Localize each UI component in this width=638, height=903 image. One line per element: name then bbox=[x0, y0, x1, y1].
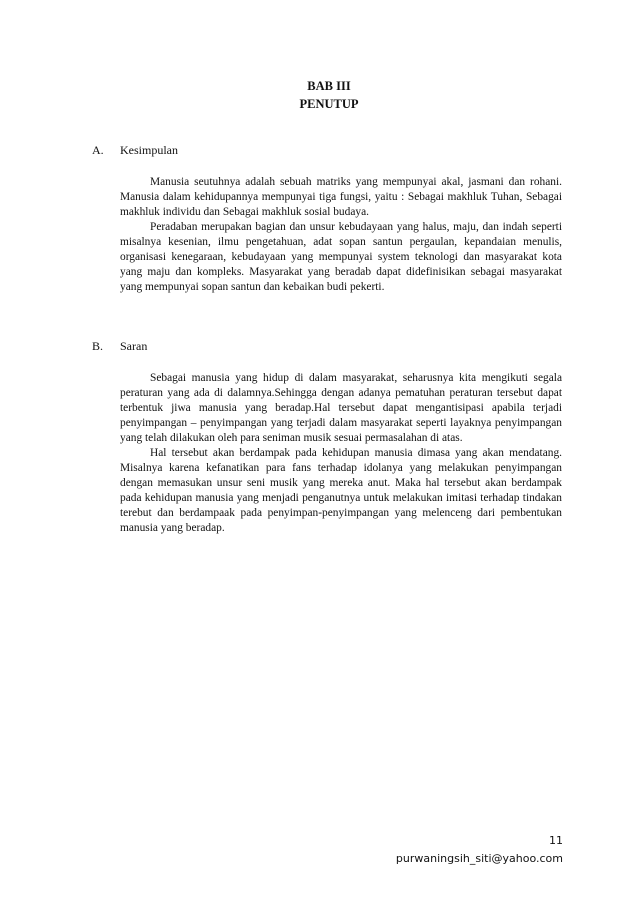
section-kesimpulan bbox=[92, 143, 562, 295]
section-body bbox=[120, 371, 562, 536]
section-letter: A. bbox=[92, 143, 104, 157]
paragraph: Sebagai manusia yang hidup di dalam masyarakat, seharusnya kita mengikuti segala peraturan yang ada di dalamnya.Sehingga dengan adanya pematuhan peraturan tersebut dapat terbentuk jiwa manusia yang beradap.Hal tersebut dapat mengantisipasi apabila terjadi penyimpangan – penyimpangan yang terjadi dalam masyarakat seperti layaknya penyimpangan yang telah dilakukan oleh para seniman musik sesuai permasalahan di atas. bbox=[120, 372, 562, 444]
section-letter: B. bbox=[92, 339, 104, 353]
footer-email: purwaningsih_siti@yahoo.com bbox=[395, 852, 563, 865]
paragraph: Peradaban merupakan bagian dan unsur kebudayaan yang halus, maju, dan indah seperti misalnya kesenian, ilmu pengetahuan, adat sopan santun pergaulan, kepandaian menulis, organisasi kenegaraan, kebudayaan yang mempunyai system teknologi dan masyarakat kota yang maju dan kompleks. Masyarakat yang beradab dapat didefinisikan sebagai masyarakat yang mempunyai sopan santun dan kebaikan budi pekerti. bbox=[120, 221, 562, 293]
section-heading bbox=[92, 143, 562, 159]
section-title: Kesimpulan bbox=[120, 143, 178, 157]
paragraph: Manusia seutuhnya adalah sebuah matriks yang mempunyai akal, jasmani dan rohani. Manusia dalam kehidupannya mempunyai tiga fungsi, yaitu : Sebagai makhluk Tuhan, Sebagai makhluk individu dan Sebagai makhluk sosial budaya. bbox=[120, 176, 562, 218]
paragraph: Hal tersebut akan berdampak pada kehidupan manusia dimasa yang akan mendatang. Misalnya karena kefanatikan para fans terhadap idolanya yang melakukan penyimpangan dengan memasukan unsur seni musik yang mereka anut. Maka hal tersebut akan berdampak pada kehidupan manusia yang menjadi penganutnya untuk melakukan imitasi terhadap tindakan terebut dan berdampaak pada penyimpan-penyimpangan yang melenceng dari pembentukan manusia yang beradap. bbox=[120, 447, 562, 534]
chapter-title: PENUTUP bbox=[299, 97, 359, 111]
chapter-number: BAB III bbox=[307, 79, 351, 93]
page-number: 11 bbox=[549, 834, 563, 847]
section-body bbox=[120, 175, 562, 295]
section-title: Saran bbox=[120, 339, 148, 353]
section-saran bbox=[92, 339, 562, 536]
section-heading bbox=[92, 339, 562, 355]
